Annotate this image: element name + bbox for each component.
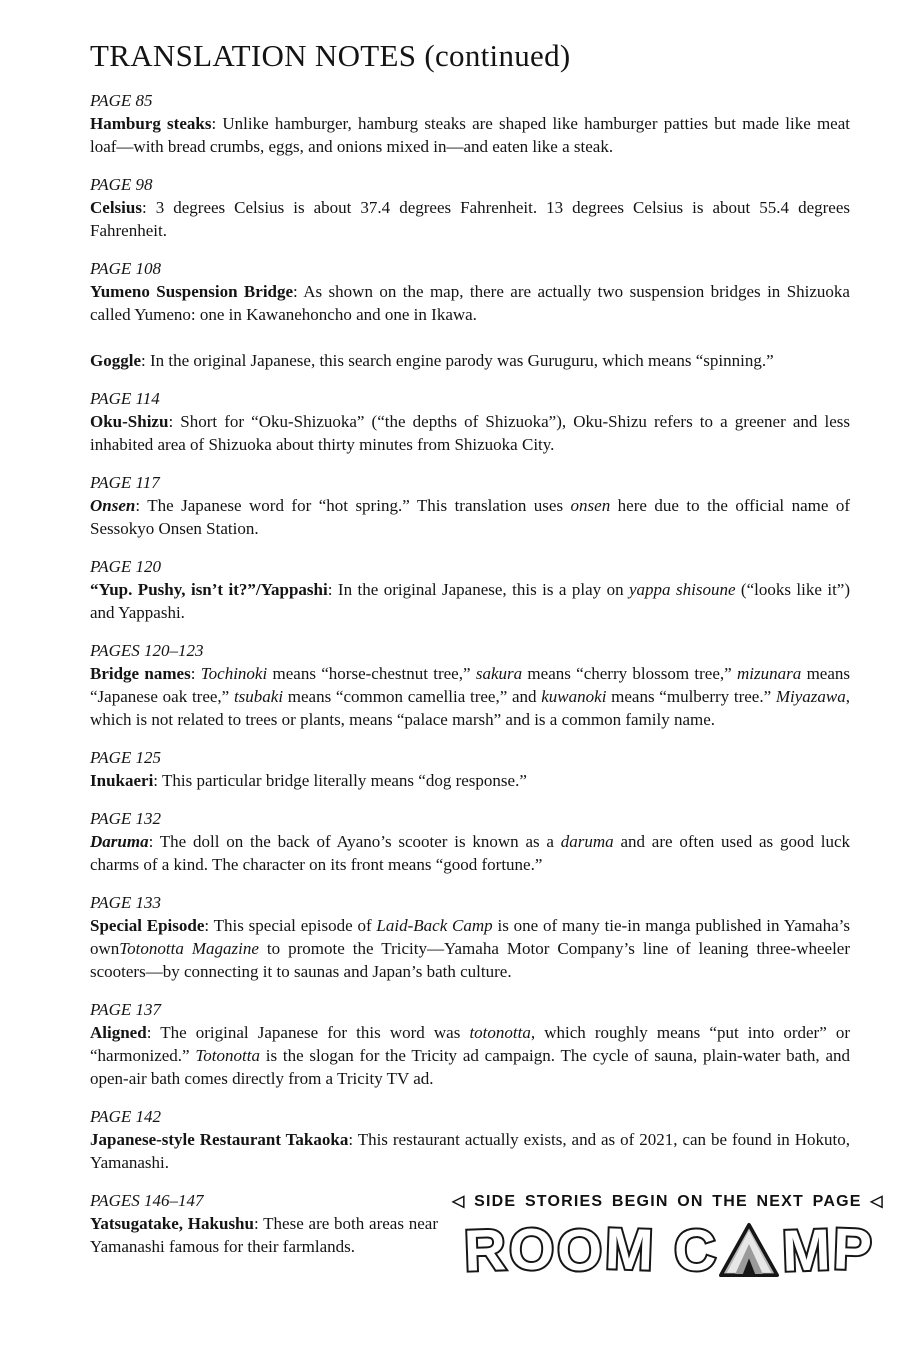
page-label: PAGE 117 [90,473,160,492]
page-label: PAGE 137 [90,1000,161,1019]
note-section [90,173,850,242]
note-term: Yatsugatake, Hakushu [90,1214,254,1233]
wordmark-letter: P [831,1216,873,1283]
note-term: Oku-Shizu [90,412,169,431]
notes-list [90,89,850,1174]
note-entry: Inukaeri: This particular bridge literally means “dog response.” [90,771,527,790]
note-entry: Yatsugatake, Hakushu: These are both areas near Yamanashi famous for their farmlands. [90,1214,438,1256]
bottom-row [90,1189,884,1284]
side-stories-banner: ◁ SIDE STORIES BEGIN ON THE NEXT PAGE ◁ [452,1193,884,1210]
note-entry: Oku-Shizu: Short for “Oku-Shizuoka” (“the depths of Shizuoka”), Oku-Shizu refers to a greener and less inhabited area of Shizuoka about thirty minutes from Shizuoka City. [90,412,851,454]
wordmark-letter: M [604,1216,655,1283]
wordmark-letter: M [780,1217,832,1284]
note-section [90,1105,850,1174]
note-entry: Special Episode: This special episode of Laid-Back Camp is one of many tie-in manga published in Yamaha’s ownTotonotta Magazine to promote the Tricity—Yamaha Motor Company’s line of leaning three-wheeler scooters—by connecting it to saunas and Japan’s bath culture. [90,916,850,981]
note-section [90,998,850,1090]
note-section [90,891,850,983]
note-entry: Daruma: The doll on the back of Ayano’s scooter is known as a daruma and are often used as good luck charms of a kind. The character on its front means “good fortune.” [90,832,850,874]
page-label: PAGE 108 [90,259,161,278]
room-camp-logo [438,1189,884,1284]
note-term: Japanese-style Restaurant Takaoka [90,1130,349,1149]
note-term: Inukaeri [90,771,154,790]
page-label: PAGE 120 [90,557,161,576]
page-label: PAGE 142 [90,1107,161,1126]
wordmark-letter: C [672,1217,717,1284]
note-term: Aligned [90,1023,147,1042]
note-term: Daruma [90,832,149,851]
note-entry: Onsen: The Japanese word for “hot spring.” This translation uses onsen here due to the official name of Sessokyo Onsen Station. [90,496,851,538]
note-term: Special Episode [90,916,205,935]
page-label: PAGE 133 [90,893,161,912]
wordmark-letter: O [507,1216,556,1283]
note-term: Onsen [90,496,136,515]
note-term: Yumeno Suspension Bridge [90,282,294,301]
note-entry: Hamburg steaks: Unlike hamburger, hamburg steaks are shaped like hamburger patties but made like meat loaf—with bread crumbs, eggs, and onions mixed in—and eaten like a steak. [90,114,850,156]
page-label: PAGE 132 [90,809,161,828]
note-entry: “Yup. Pushy, isn’t it?”/Yappashi: In the original Japanese, this is a play on yappa shisoune (“looks like it”) and Yappashi. [90,580,850,622]
note-entry: Yumeno Suspension Bridge: As shown on the map, there are actually two suspension bridges in Shizuoka called Yumeno: one in Kawanehoncho and one in Ikawa. [90,282,850,324]
note-section [90,1189,438,1258]
wordmark-letter: R [463,1217,508,1284]
page-title: TRANSLATION NOTES (continued) [90,38,571,73]
note-section [90,639,850,731]
note-entry: Goggle: In the original Japanese, this search engine parody was Guruguru, which means “spinning.” [90,351,774,370]
note-section [90,89,850,158]
note-section [90,746,850,792]
note-term: “Yup. Pushy, isn’t it?”/Yappashi [90,580,328,599]
page-label: PAGE 125 [90,748,161,767]
note-term: Bridge names [90,664,191,683]
note-section [90,257,850,372]
note-section [90,807,850,876]
note-term: Celsius [90,198,142,217]
note-section [90,471,850,540]
note-term: Hamburg steaks [90,114,212,133]
page-label: PAGES 120–123 [90,641,204,660]
note-entry: Japanese-style Restaurant Takaoka: This restaurant actually exists, and as of 2021, can be found in Hokuto, Yamanashi. [90,1130,851,1172]
note-entry: Celsius: 3 degrees Celsius is about 37.4 degrees Fahrenheit. 13 degrees Celsius is about 55.4 degrees Fahrenheit. [90,198,850,240]
note-section [90,555,850,624]
note-section [90,387,850,456]
note-term: Goggle [90,351,141,370]
tent-icon [719,1221,779,1279]
note-entry: Bridge names: Tochinoki means “horse-chestnut tree,” sakura means “cherry blossom tree,” mizunara means “Japanese oak tree,” tsubaki means “common camellia tree,” and kuwanoki means “mulberry tree.” Miyazawa, which is not related to trees or plants, means “palace marsh” and is a common family name. [90,664,851,729]
page-label: PAGES 146–147 [90,1191,204,1210]
page-label: PAGE 85 [90,91,153,110]
page-label: PAGE 114 [90,389,160,408]
wordmark-letter: O [556,1217,604,1284]
note-entry: Aligned: The original Japanese for this word was totonotta, which roughly means “put into order” or “harmonized.” Totonotta is the slogan for the Tricity ad campaign. The cycle of sauna, plain-water bath, and open-air bath comes directly from a Tricity TV ad. [90,1023,851,1088]
page-label: PAGE 98 [90,175,153,194]
bottom-note-slot [90,1189,438,1258]
room-camp-wordmark [452,1216,884,1284]
